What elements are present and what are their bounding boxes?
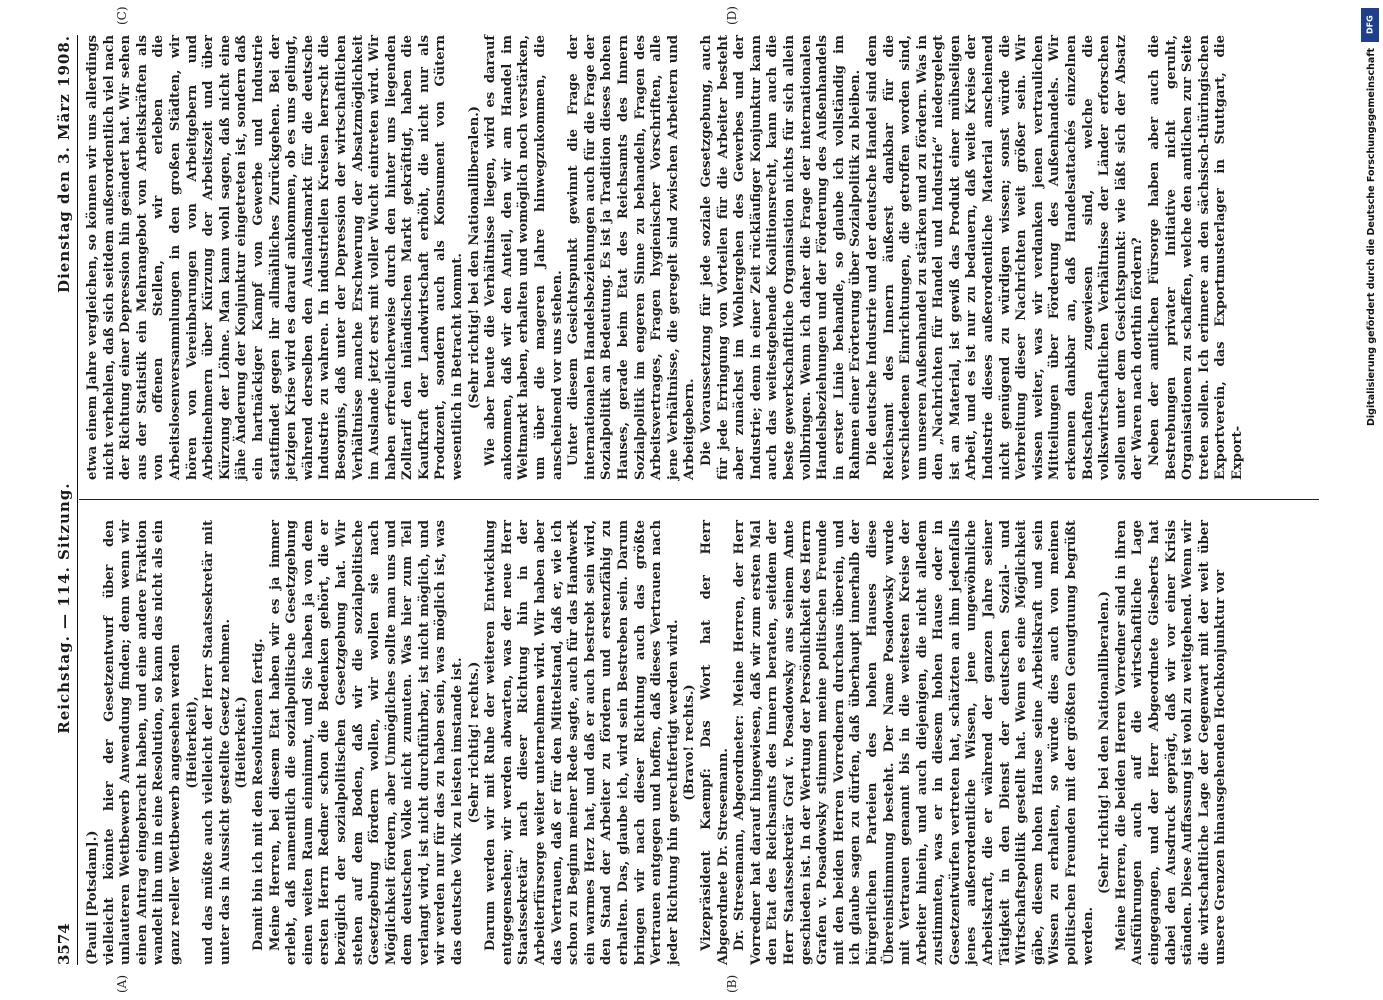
margin-marker-c: (C): [115, 6, 129, 25]
paragraph: etwa einem Jahre vergleichen, so können wir uns allerdings nicht verhehlen, daß sich seitdem außerordentlich viel nach der Richtung einer Depression hin geändert hat. Wir sehen aus der Statistik ein Mehrangebot von Arbeitskräften als von offenen Stellen, wir erleben die Arbeitslosenversammlungen in den großen Städten, wir hören von Vereinbarungen von Arbeitgebern und Arbeitnehmern über Kürzung der Arbeitszeit und über Kürzung der Löhne. Man kann wohl sagen, daß nicht eine jähe Änderung der Konjunktur eingetreten ist, sondern daß ein hartnäckiger Kampf von Gewerbe und Industrie stattfindet gegen ihr allmähliches Zurückgehen. Bei der jetzigen Krise wird es darauf ankommen, ob es uns gelingt, während derselben den Auslandsmarkt für die deutsche Industrie zu wahren. In industriellen Kreisen herrscht die Besorgnis, daß unter der Depression der wirtschaftlichen Verhältnisse manche Erschwerung der Absatzmöglichkeit im Auslande jetzt erst mit voller Wucht eintreten wird. Wir haben erfreulicherweise durch den hinter uns liegenden Zolltarif den inländischen Markt gekräftigt, haben die Kaufkraft der Landwirtschaft erhöht, die nicht nur als Produzent, sondern auch als Konsument von Gütern wesentlich in Betracht kommt.: [85, 35, 466, 480]
dfg-logo-icon: DFG: [1361, 8, 1379, 42]
paragraph: Darum werden wir mit Ruhe der weiteren Entwicklung entgegensehen; wir werden abwarten, was der neue Herr Staatssekretär nach dieser Richtung hin in der Arbeiterfürsorge weiter unternehmen wird. Wir haben aber das Vertrauen, daß er für den Mittelstand, daß er, wie ich schon zu Beginn meiner Rede sagte, auch für das Handwerk ein warmes Herz hat, und daß er auch bestrebt sein wird, den Stand der Arbeiter zu fördern und erstenzfähig zu erhalten. Das, glaube ich, wird sein Bestreben sein. Darum bringen wir nach dieser Richtung auch das größte Vertrauen entgegen und hoffen, daß dieses Vertrauen nach jeder Richtung hin gerechtfertigt werden wird.: [483, 520, 681, 965]
paragraph: Die deutsche Industrie und der deutsche Handel sind dem Reichsamt des Innern äußerst dankbar für die verschiedenen Einrichtungen, die getroffen worden sind, um unseren Außenhandel zu stärken und zu fördern. Was in den „Nachrichten für Handel und Industrie“ niedergelegt ist an Material, ist gewiß das Produkt einer mühseligen Arbeit, und es ist nur zu bedauern, daß weite Kreise der Industrie dieses außerordentliche Material anscheinend nicht genügend zu würdigen wissen; sonst würde die Verbreitung dieser Nachrichten weit größer sein. Wir wissen weiter, was wir verdanken jenen vertraulichen Mitteilungen über Förderung des Außenhandels. Wir erkennen dankbar an, daß Handelsattachés einzelnen Botschaften zugewiesen sind, welche die volkswirtschaftlichen Verhältnisse der Länder erforschen sollen unter dem Gesichtspunkt: wie läßt sich der Absatz der Waren nach dorthin fördern?: [864, 35, 1146, 480]
paragraph: Meine Herren, die beiden Herren Vorredner sind in ihren Ausführungen auch auf die wirtschaftliche Lage eingegangen, und der Herr Abgeordnete Giesberts hat dabei den Ausdruck geprägt, daß wir vor einer Krisis ständen. Diese Auffassung ist wohl zu weitgehend. Wenn wir die wirtschaftliche Lage der Gegenwart mit der weit über unsere Grenzen hinausgehenden Hochkonjunktur vor: [1113, 520, 1229, 965]
paragraph: Wie aber heute die Verhältnisse liegen, wird es darauf ankommen, daß wir den Anteil, den wir am Handel im Weltmarkt haben, erhalten und womöglich noch verstärken, um über die mageren Jahre hinwegzukommen, die anscheinend vor uns stehen.: [483, 35, 565, 480]
paragraph: (Pauli [Potsdam].): [85, 830, 100, 965]
paragraph: Die Voraussetzung für jede soziale Gesetzgebung, auch für jede Erringung von Vorteilen für die Arbeiter besteht aber zunächst im Wohlergehen des Gewerbes und der Industrie; denn in einer Zeit rückläufiger Konjunktur kann auch das weitestgehende Koalitionsrecht, kann auch die beste gewerkschaftliche Organisation nichts für sich allein vollbringen. Wenn ich daher die Frage der internationalen Handelsbeziehungen und der Förderung des Außenhandels in erster Linie behandle, so glaube ich vollständig im Rahmen einer Erörterung über Sozialpolitik zu bleiben.: [698, 35, 864, 480]
paragraph: Meine Herren, bei diesem Etat haben wir es ja immer erlebt, daß namentlich die sozialpolitische Gesetzgebung einen weiten Raum einnimmt, und Sie haben ja von dem ersten Herrn Redner schon die Bedenken gehört, die er bezüglich der sozialpolitischen Gesetzgebung hat. Wir stehen auf dem Boden, daß wir die sozialpolitische Gesetzgebung fördern wollen, wir wollen sie nach Möglichkeit fördern, aber Unmögliches sollte man uns und dem deutschen Volke nicht zumuten. Was hier zum Teil verlangt wird, ist nicht durchführbar, ist nicht möglich, und wir werden nur für das zu haben sein, was möglich ist, was das deutsche Volk zu leisten imstande ist.: [267, 520, 466, 965]
paragraph: Vizepräsident Kaempf: Das Wort hat der Herr Abgeordnete Dr. Stresemann.: [698, 520, 731, 965]
paragraph: (Sehr richtig! bei den Nationalliberalen.): [466, 106, 482, 409]
paragraph: Damit bin ich mit den Resolutionen fertig.: [250, 638, 266, 951]
paragraph: (Bravo! rechts.): [682, 684, 698, 801]
dfg-credit-text: Digitalisierung gefördert durch die Deutsche Forschungsgemeinschaft: [1366, 48, 1377, 426]
column-divider: [79, 499, 1319, 500]
session-date: Dienstag den 3. März 1908.: [55, 35, 73, 293]
paragraph: (Sehr richtig! rechts.): [466, 661, 482, 824]
session-title: Reichstag. — 114. Sitzung.: [55, 482, 73, 734]
paragraph: Dr. Stresemann, Abgeordneter: Meine Herren, der Herr Vorredner hat darauf hingewiesen, daß wir zum ersten Mal den Etat des Reichsamts des Innern beraten, seitdem der Herr Staatssekretär Graf v. Posadowsky aus seinem Amte geschieden ist. In der Wertung der Persönlichkeit des Herrn Grafen v. Posadowsky stimmen meine politischen Freunde mit den beiden Herren Vorrednern durchaus überein, und ich glaube sagen zu dürfen, daß überhaupt innerhalb der bürgerlichen Parteien des hohen Hauses diese Übereinstimmung besteht. Der Name Posadowsky wurde mit Vertrauen genannt bis in die weitesten Kreise der Arbeiter hinein, und auch diejenigen, die nicht alledem zustimmten, was er in diesem hohen Hause oder in Gesetzentwürfen vertreten hat, schätzten an ihm jedenfalls jenes außerordentliche Wissen, jene ungewöhnliche Arbeitskraft, die er während der ganzen Jahre seiner Tätigkeit in den Dienst der deutschen Sozial- und Wirtschaftspolitik gestellt hat. Wenn es eine Möglichkeit gäbe, diesem hohen Hause seine Arbeitskraft und sein Wissen zu erhalten, so würde dies auch von meinen politischen Freunden mit der größten Genugtuung begrüßt werden.: [732, 520, 1096, 965]
digitization-stamp: [1353, 0, 1383, 1000]
paragraph: (Heiterkeit.): [234, 696, 250, 789]
left-text-column: [85, 520, 1230, 965]
paragraph: (Heiterkeit),: [184, 696, 200, 789]
scanned-page: [55, 6, 1320, 993]
right-text-column: [85, 35, 1247, 480]
page-number: 3574: [55, 923, 73, 965]
paragraph: vielleicht könnte hier der Gesetzentwurf über den unlauteren Wettbewerb Anwendung finden; denn wenn wir einen Antrag eingebracht haben, und eine andere Fraktion wandelt ihn um in eine Resolution, so kann das nicht als ein ganz reeller Wettbewerb angesehen werden: [101, 520, 183, 965]
page-header: [55, 35, 78, 965]
margin-marker-b: (B): [725, 974, 739, 993]
margin-marker-d: (D): [725, 6, 739, 25]
paragraph: und das müßte auch vielleicht der Herr Staatssekretär mit unter das in Aussicht gestellte Gesetz nehmen.: [201, 520, 233, 965]
paragraph: (Sehr richtig! bei den Nationalliberalen.): [1097, 591, 1113, 894]
paragraph: Unter diesem Gesichtspunkt gewinnt die Frage der internationalen Handelsbeziehungen auch für die Frage der Sozialpolitik an Bedeutung. Es ist ja Tradition dieses hohen Hauses, gerade beim Etat des Reichsamts des Innern Sozialpolitik im engeren Sinne zu behandeln, Fragen des Arbeitsvertrages, Fragen hygienischer Vorschriften, alle jene Verhältnisse, die geregelt sind zwischen Arbeitern und Arbeitgebern.: [566, 35, 698, 480]
margin-marker-a: (A): [115, 974, 129, 993]
paragraph: Neben der amtlichen Fürsorge haben aber auch die Bestrebungen privater Initiative nicht geruht, Organisationen zu schaffen, welche den amtlichen zur Seite treten sollen. Ich erinnere an den sächsisch-thüringischen Exportverein, das Exportmusterlager in Stuttgart, die Export-: [1147, 35, 1245, 480]
